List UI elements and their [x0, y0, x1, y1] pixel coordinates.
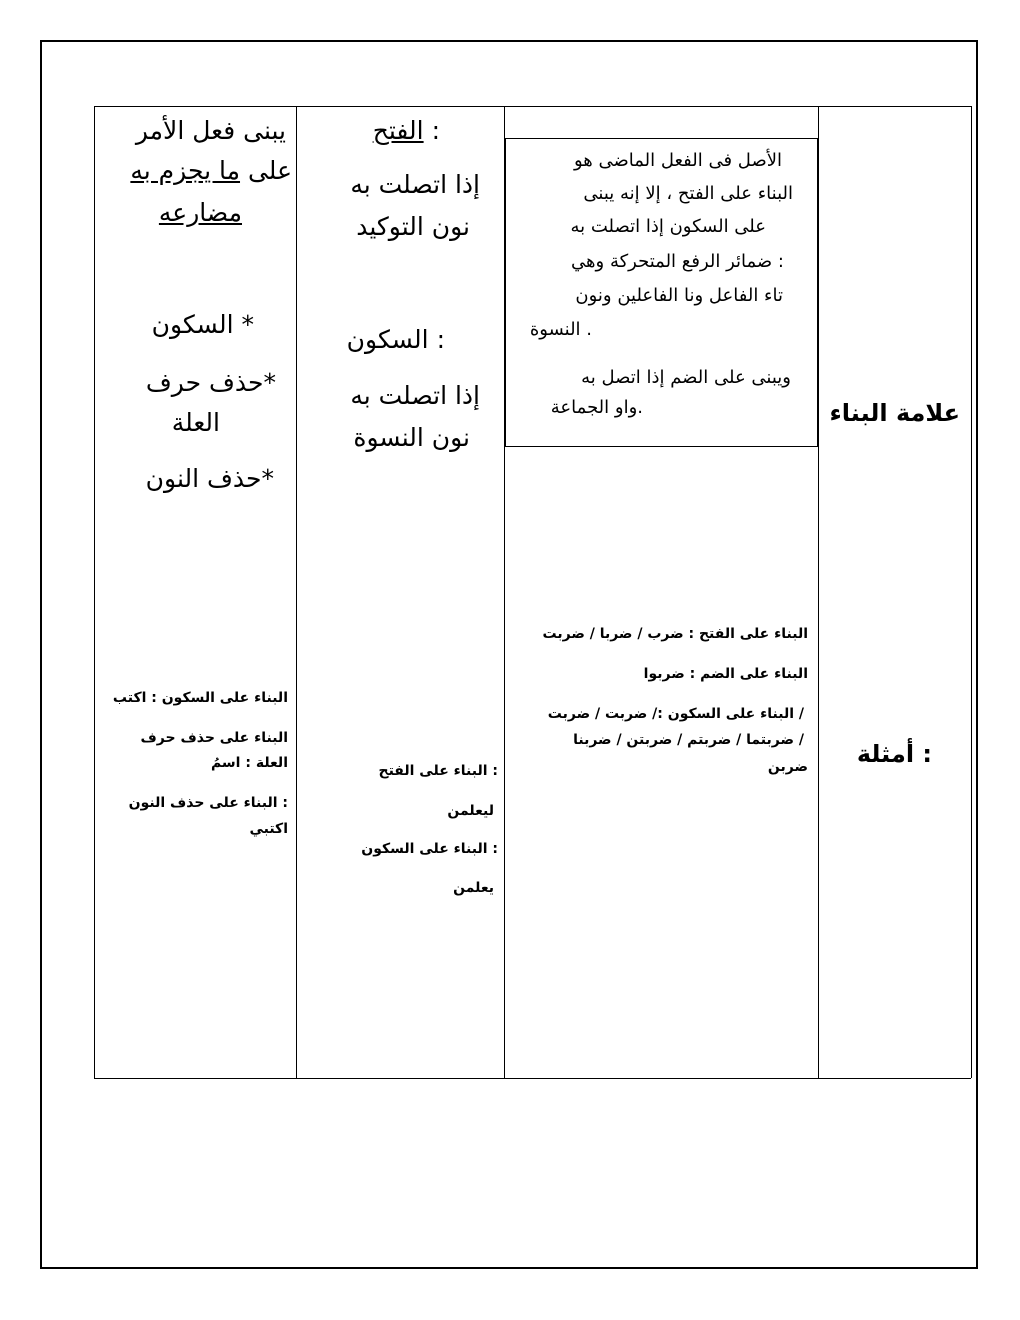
imperative-intro-line2 [130, 158, 292, 183]
column-divider-1 [296, 106, 297, 1078]
past-rule-line: على السكون إذا اتصلت به [570, 216, 766, 237]
present-sukun-line: نون النسوة [353, 423, 470, 452]
table-left-border [94, 106, 95, 1078]
past-example-line: البناء على الضم : ضربوا [643, 666, 808, 682]
present-example-line: : البناء على الفتح [378, 763, 498, 779]
table-bottom-border [94, 1078, 971, 1079]
past-rule-line: الأصل فى الفعل الماضى هو [573, 150, 782, 171]
present-example-line: يعلمن [453, 880, 494, 896]
row-header-sign: علامة البناء [829, 399, 960, 427]
imperative-example-line: العلة : اسمُ [210, 755, 288, 771]
present-example-line: ليعلمن [447, 803, 494, 819]
imperative-intro-prefix: على [247, 156, 292, 185]
past-example-line: البناء على الفتح : ضرب / ضربا / ضربت [542, 626, 808, 642]
present-fath-colon: : [431, 116, 440, 145]
past-rule-line: : ضمائر الرفع المتحركة وهي [571, 251, 784, 272]
present-example-line: : البناء على السكون [361, 841, 498, 857]
imperative-example-line: : البناء على حذف النون [128, 795, 288, 811]
imperative-intro-underlined: ما يجزم به [130, 156, 241, 185]
past-rule-line: البناء على الفتح ، إلا إنه يبنى [583, 183, 793, 204]
present-fath-line: إذا اتصلت به [350, 170, 480, 199]
imperative-bullet: *حذف حرف [145, 368, 276, 397]
row-header-examples: : أمثلة [856, 740, 932, 768]
past-rule-line: . النسوة [529, 319, 592, 340]
present-fath-label: الفتح [372, 116, 424, 145]
past-rule-line: تاء الفاعل ونا الفاعلين ونون [575, 285, 783, 306]
imperative-intro-line3: مضارعه [158, 198, 242, 227]
imperative-example-line: اكتبي [249, 821, 288, 837]
past-example-line: / البناء على السكون :/ ضربت / ضربت [547, 706, 804, 722]
present-fath-heading [373, 118, 440, 143]
present-sukun-line: إذا اتصلت به [350, 381, 480, 410]
present-sukun-label: : السكون [346, 325, 445, 354]
past-rule-line: ويبنى على الضم إذا اتصل به [581, 367, 791, 388]
imperative-bullet: *حذف النون [145, 464, 274, 493]
table-right-border [971, 106, 972, 1078]
table-top-border [94, 106, 971, 107]
past-example-line: ضربن [767, 759, 808, 775]
past-rule-line: .واو الجماعة [550, 397, 643, 418]
imperative-bullet: * السكون [151, 310, 254, 339]
imperative-example-line: البناء على السكون : اكتب [112, 690, 288, 706]
imperative-example-line: البناء على حذف حرف [140, 730, 288, 746]
imperative-bullet: العلة [171, 408, 220, 437]
present-fath-line: نون التوكيد [356, 212, 470, 241]
past-example-line: / ضربتما / ضربتم / ضربتن / ضربنا [573, 732, 804, 748]
imperative-intro-line1: يبنى فعل الأمر [135, 116, 286, 145]
column-divider-3 [818, 106, 819, 1078]
